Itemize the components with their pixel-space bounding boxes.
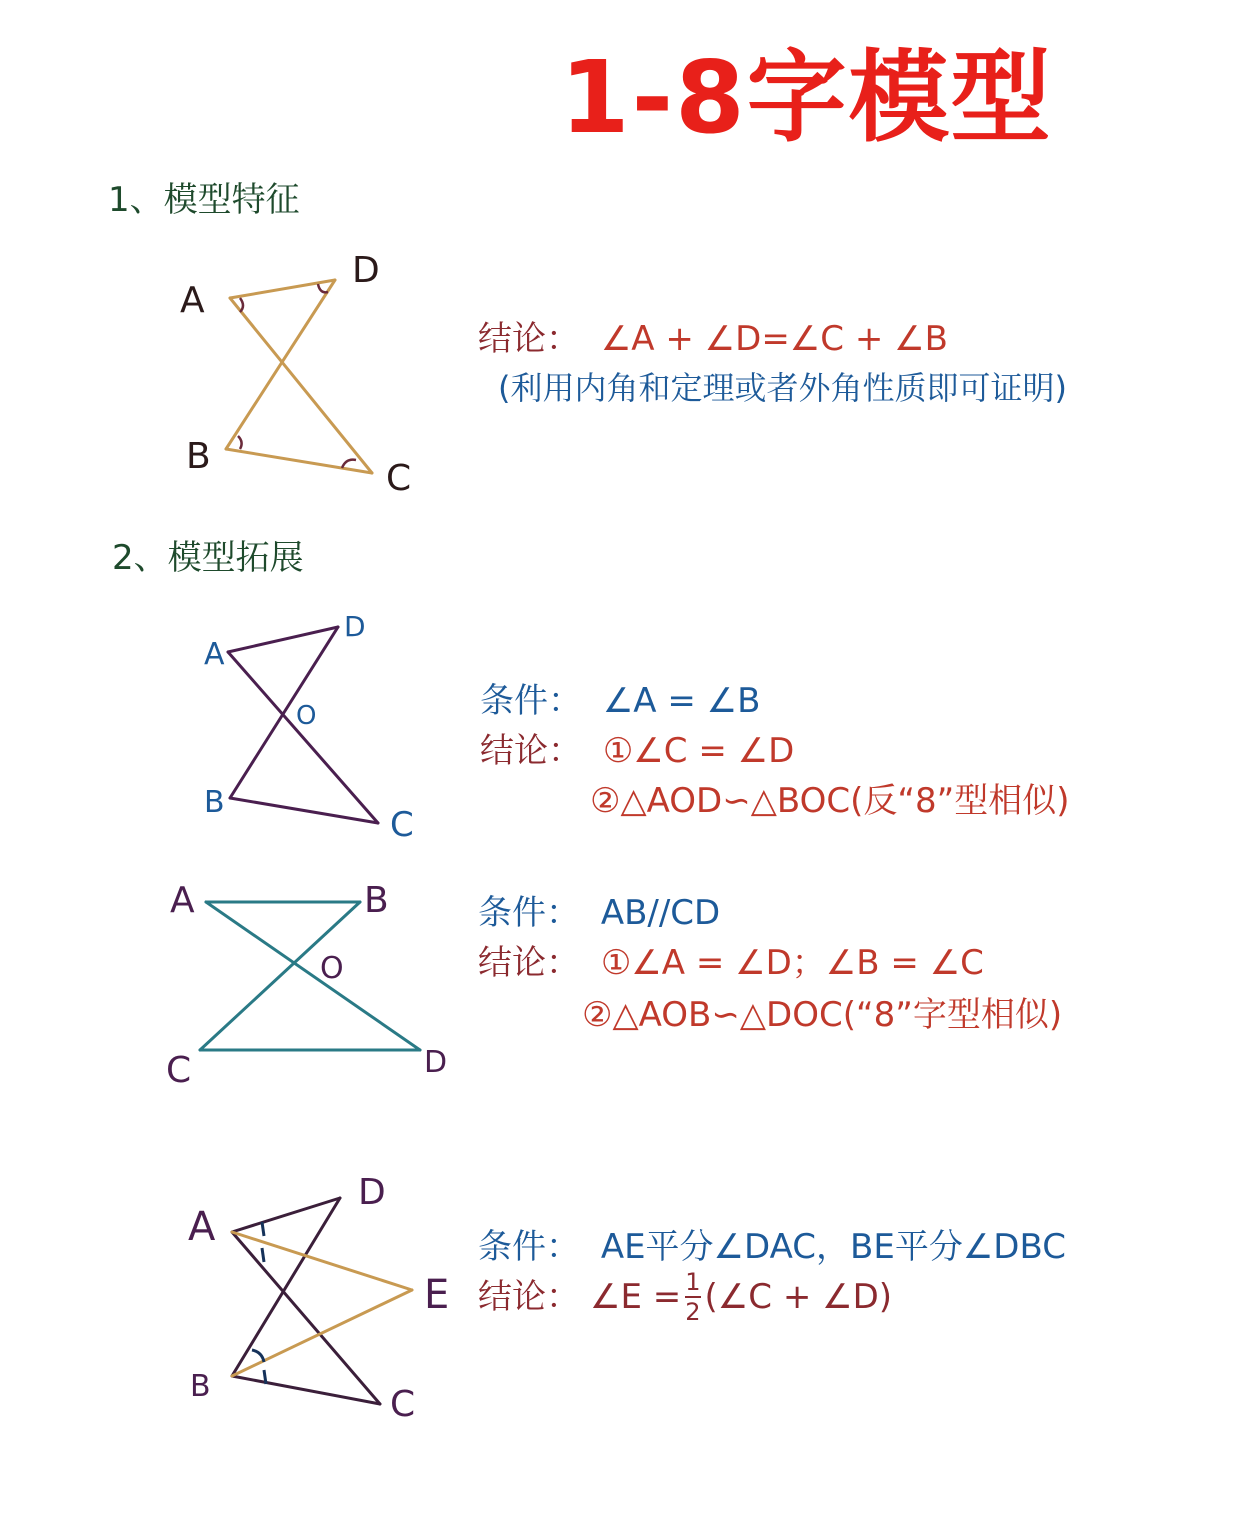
s1-label-c: C [386, 458, 412, 499]
e2-label-d: D [424, 1045, 448, 1080]
s1-label-a: A [180, 280, 205, 321]
s1-note: (利用内角和定理或者外角性质即可证明) [498, 369, 1067, 407]
e2-conclusion-2: ②△AOB∽△DOC(“8”字型相似) [582, 995, 1063, 1035]
e2-label-a: A [170, 880, 195, 921]
e1-label-d: D [344, 610, 366, 643]
e3-label-b: B [190, 1369, 211, 1404]
e2-condition-label: 条件： [478, 893, 580, 933]
e3-conclusion-prefix: ∠E = [590, 1277, 682, 1317]
e3-label-d: D [358, 1172, 386, 1213]
e2-label-c: C [166, 1050, 192, 1091]
e1-conclusion-2: ②△AOD∽△BOC(反“8”型相似) [590, 781, 1070, 821]
e2-label-b: B [364, 880, 389, 921]
s1-conclusion-label: 结论： [478, 319, 580, 359]
e1-conclusion-1: ①∠C = ∠D [602, 731, 795, 771]
section1-heading: 1、模型特征 [108, 180, 300, 220]
e1-label-b: B [204, 785, 225, 820]
e3-condition-text: AE平分∠DAC，BE平分∠DBC [600, 1227, 1066, 1267]
section2-heading: 2、模型拓展 [112, 538, 304, 578]
e3-conclusion-label: 结论： [478, 1277, 580, 1317]
e2-conclusion-1: ①∠A = ∠D；∠B = ∠C [600, 943, 984, 983]
e2-label-o: O [320, 951, 344, 986]
e2-conclusion-label: 结论： [478, 943, 580, 983]
e3-frac-den: 2 [685, 1298, 701, 1326]
e1-condition-label: 条件： [480, 681, 582, 721]
e1-label-a: A [204, 637, 225, 672]
e1-condition-text: ∠A = ∠B [602, 681, 761, 721]
s1-label-b: B [186, 436, 211, 477]
e3-fraction [685, 1270, 700, 1324]
e3-condition-label: 条件： [478, 1227, 580, 1267]
e3-conclusion [478, 1270, 892, 1324]
e3-label-a: A [188, 1204, 216, 1250]
e1-label-c: C [390, 805, 414, 845]
e1-label-o: O [296, 701, 317, 731]
e1-conclusion-label: 结论： [480, 731, 582, 771]
e3-label-c: C [390, 1384, 416, 1425]
e2-condition-text: AB//CD [600, 893, 721, 933]
e3-condition [478, 1227, 1066, 1267]
e3-conclusion-suffix: (∠C + ∠D) [704, 1277, 893, 1317]
page-title: 1-8字模型 [560, 39, 1053, 156]
e3-frac-num: 1 [685, 1268, 701, 1296]
s1-conclusion-text: ∠A + ∠D=∠C + ∠B [600, 319, 948, 359]
s1-label-d: D [352, 250, 380, 291]
e3-label-e: E [424, 1272, 450, 1318]
